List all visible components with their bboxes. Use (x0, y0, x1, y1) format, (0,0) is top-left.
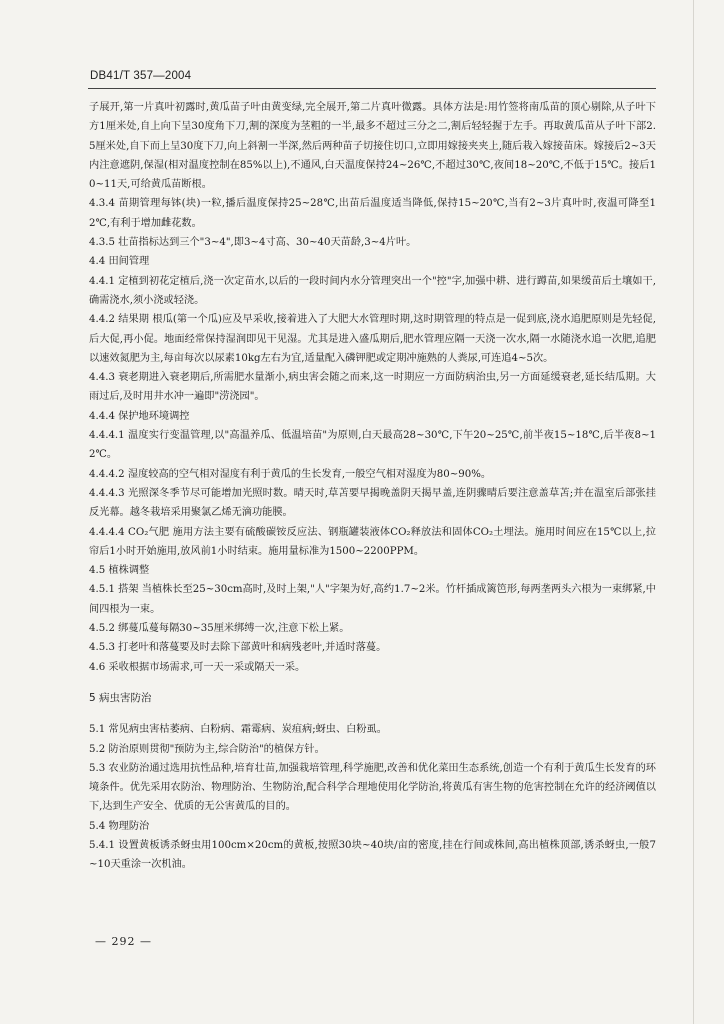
paragraph-4-4-3: 4.4.3 衰老期进入衰老期后,所需肥水量渐小,病虫害会随之而来,这一时期应一方面防病治虫,另一方面延缓衰老,延长结瓜期。大雨过后,及时用井水冲一遍即"涝浇园"。 (89, 372, 656, 403)
header-rule (88, 88, 656, 89)
paragraph-5-1: 5.1 常见病虫害枯萎病、白粉病、霜霉病、炭疽病;蚜虫、白粉虱。 (89, 724, 387, 736)
paragraph-4-4-2: 4.4.2 结果期 根瓜(第一个瓜)应及早采收,接着进入了大肥大水管理时期,这时期管理的特点是一促到底,浇水追肥原则是先轻促,后大促,再小促。地面经常保持湿润即见干见湿。尤其是进入盛瓜期后,肥水管理应隔一天浇一次水,隔一水随浇水追一次肥,追肥以速效氮肥为主,每亩每次以尿素10kg左右为宜,适量配入磷钾肥或定期冲施熟的人粪尿,可连追4~5次。 (89, 314, 656, 364)
paragraph-4-5-3: 4.5.3 打老叶和落蔓要及时去除下部黄叶和病残老叶,并适时落蔓。 (89, 642, 387, 654)
paragraph-4-5-1: 4.5.1 搭架 当植株长至25~30cm高时,及时上架,"人"字架为好,高约1.7~2米。竹杆插成篱笆形,每两垄两头六根为一束绑紧,中间四根为一束。 (89, 584, 656, 615)
heading-5-pest-control: 5 病虫害防治 (89, 691, 152, 704)
paragraph-5-3: 5.3 农业防治通过选用抗性品种,培育壮苗,加强栽培管理,科学施肥,改善和优化菜田生态系统,创造一个有利于黄瓜生长发育的环境条件。优先采用农防治、物理防治、生物防治,配合科学合理地使用化学防治,将黄瓜有害生物的危害控制在允许的经济阈值以下,达到生产安全、优质的无公害黄瓜的目的。 (89, 762, 656, 813)
paragraph-4-5-2: 4.5.2 绑蔓瓜蔓每隔30~35厘米绑缚一次,注意下松上紧。 (89, 623, 350, 635)
paragraph-4-4-1: 4.4.1 定植到初花定植后,浇一次定苗水,以后的一段时间内水分管理突出一个"控"字,加强中耕、进行蹲苗,如果缓苗后土壤如干,确需浇水,须小浇或轻浇。 (89, 275, 656, 306)
paragraph-4-3-5: 4.3.5 壮苗指标达到三个"3~4",即3~4寸高、30~40天苗龄,3~4片叶。 (89, 237, 417, 249)
heading-4-4-4: 4.4.4 保护地环境调控 (89, 410, 190, 422)
document-body (89, 98, 656, 875)
paragraph-grafting-method: 子展开,第一片真叶初露时,黄瓜苗子叶由黄变绿,完全展开,第二片真叶微露。具体方法是:用竹签将南瓜苗的顶心剔除,从子叶下方1厘米处,自上向下呈30度角下刀,割的深度为茎粗的一半,最多不超过三分之二,割后轻轻握于左手。再取黄瓜苗从子叶下部2.5厘米处,自下而上呈30度下刀,向上斜割一半深,然后两种苗子切接住切口,立即用嫁接夹夹上,随后栽入嫁接苗床。嫁接后2~3天内注意遮阴,保湿(相对温度控制在85%以上),不通风,白天温度保持24~26℃,不超过30℃,夜间18~20℃,不低于15℃。接后10~11天,可给黄瓜苗断根。 (89, 102, 656, 191)
document-id-header: DB41/T 357—2004 (90, 70, 192, 82)
paragraph-4-4-4-1: 4.4.4.1 温度实行变温管理,以"高温养瓜、低温培苗"为原则,白天最高28~30℃,下午20~25℃,前半夜15~18℃,后半夜8~12℃。 (89, 430, 656, 461)
paragraph-5-2: 5.2 防治原则贯彻"预防为主,综合防治"的植保方针。 (89, 743, 325, 755)
paragraph-4-6: 4.6 采收根据市场需求,可一天一采或隔天一采。 (89, 661, 306, 673)
heading-4-5: 4.5 植株调整 (89, 565, 150, 577)
heading-5-4: 5.4 物理防治 (89, 820, 150, 832)
paragraph-5-4-1: 5.4.1 设置黄板诱杀蚜虫用100cm×20cm的黄板,按照30块~40块/亩的密度,挂在行间或株间,高出植株顶部,诱杀蚜虫,一般7~10天重涂一次机油。 (89, 839, 656, 871)
paragraph-4-4-4-2: 4.4.4.2 湿度较高的空气相对湿度有利于黄瓜的生长发育,一般空气相对湿度为80~90%。 (89, 468, 492, 480)
paragraph-4-4-4-3: 4.4.4.3 光照深冬季节尽可能增加光照时数。晴天时,草苫要早揭晚盖阴天揭早盖,连阴骤晴后要注意盖草苫;并在温室后部张挂反光幕。越冬栽培采用聚氯乙烯无滴功能膜。 (89, 487, 656, 519)
page-number: — 292 — (95, 935, 152, 948)
heading-4-4: 4.4 田间管理 (89, 256, 150, 268)
paragraph-4-4-4-4: 4.4.4.4 CO₂气肥 施用方法主要有硫酸碳铵反应法、钢瓶罐装液体CO₂释放法和固体CO₂土埋法。施用时间应在15℃以上,拉帘后1小时开始施用,放风前1小时结束。施用量标准为1500~2200PPM。 (89, 526, 656, 557)
paragraph-4-3-4: 4.3.4 苗期管理每钵(块)一粒,播后温度保持25~28℃,出苗后温度适当降低,保持15~20℃,当有2~3片真叶时,夜温可降至12℃,有利于增加雌花数。 (89, 198, 656, 229)
page-edge-shadow (693, 0, 694, 1024)
